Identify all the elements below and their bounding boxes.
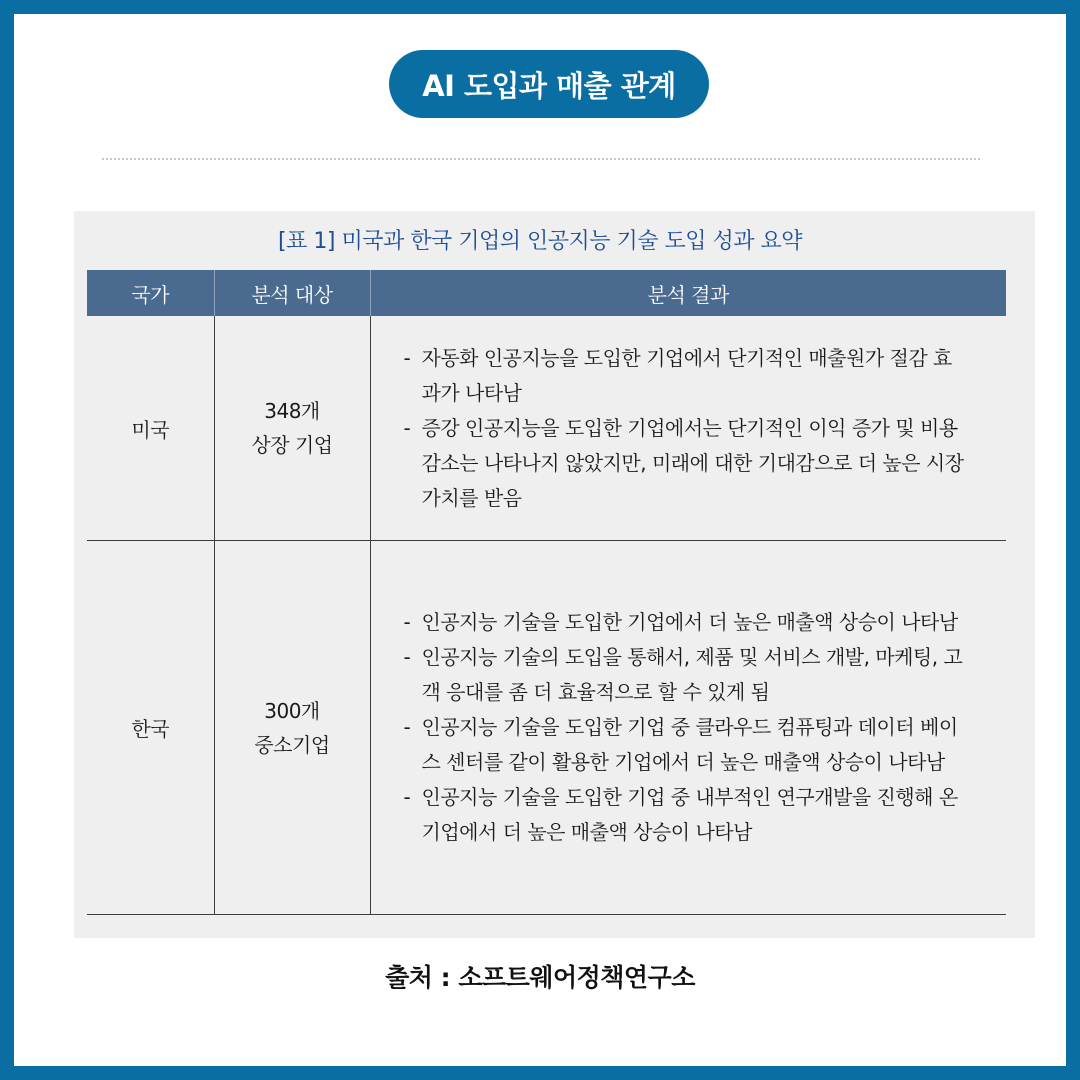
result-list: [372, 605, 1006, 850]
target-count: 300개: [264, 698, 320, 723]
result-item: - 자동화 인공지능을 도입한 기업에서 단기적인 매출원가 절감 효과가 나타남: [402, 341, 970, 411]
table-row-kr: [87, 541, 1006, 915]
target-count: 348개: [264, 399, 320, 423]
target-type: 상장 기업: [251, 433, 333, 457]
target-cell: [214, 316, 370, 541]
result-item: - 인공지능 기술을 도입한 기업에서 더 높은 매출액 상승이 나타남: [402, 605, 970, 640]
table-caption: [표 1] 미국과 한국 기업의 인공지능 기술 도입 성과 요약: [278, 229, 802, 254]
divider: [102, 158, 980, 160]
target-type: 중소기업: [254, 732, 330, 757]
result-cell: [370, 316, 1006, 541]
table-header-row: [87, 270, 1006, 316]
header-target: 분석 대상: [214, 270, 370, 316]
page-title: AI 도입과 매출 관계: [389, 50, 709, 118]
result-item: - 인공지능 기술을 도입한 기업 중 클라우드 컴퓨팅과 데이터 베이스 센터를 같이 활용한 기업에서 더 높은 매출액 상승이 나타남: [402, 710, 970, 780]
country-cell: 미국: [87, 316, 214, 541]
country-cell: 한국: [87, 541, 214, 915]
summary-table: [87, 270, 1006, 915]
result-item: - 증강 인공지능을 도입한 기업에서는 단기적인 이익 증가 및 비용 감소는 나타나지 않았지만, 미래에 대한 기대감으로 더 높은 시장가치를 받음: [402, 411, 970, 516]
table-row-us: [87, 316, 1006, 541]
result-item: - 인공지능 기술을 도입한 기업 중 내부적인 연구개발을 진행해 온 기업에서 더 높은 매출액 상승이 나타남: [402, 780, 970, 850]
source-credit: 출처 : 소프트웨어정책연구소: [385, 963, 695, 992]
target-cell: [214, 541, 370, 915]
header-result: 분석 결과: [370, 270, 1006, 316]
header-country: 국가: [87, 270, 214, 316]
result-item: - 인공지능 기술의 도입을 통해서, 제품 및 서비스 개발, 마케팅, 고객 응대를 좀 더 효율적으로 할 수 있게 됨: [402, 640, 970, 710]
result-cell: [370, 541, 1006, 915]
result-list: [372, 341, 1006, 516]
